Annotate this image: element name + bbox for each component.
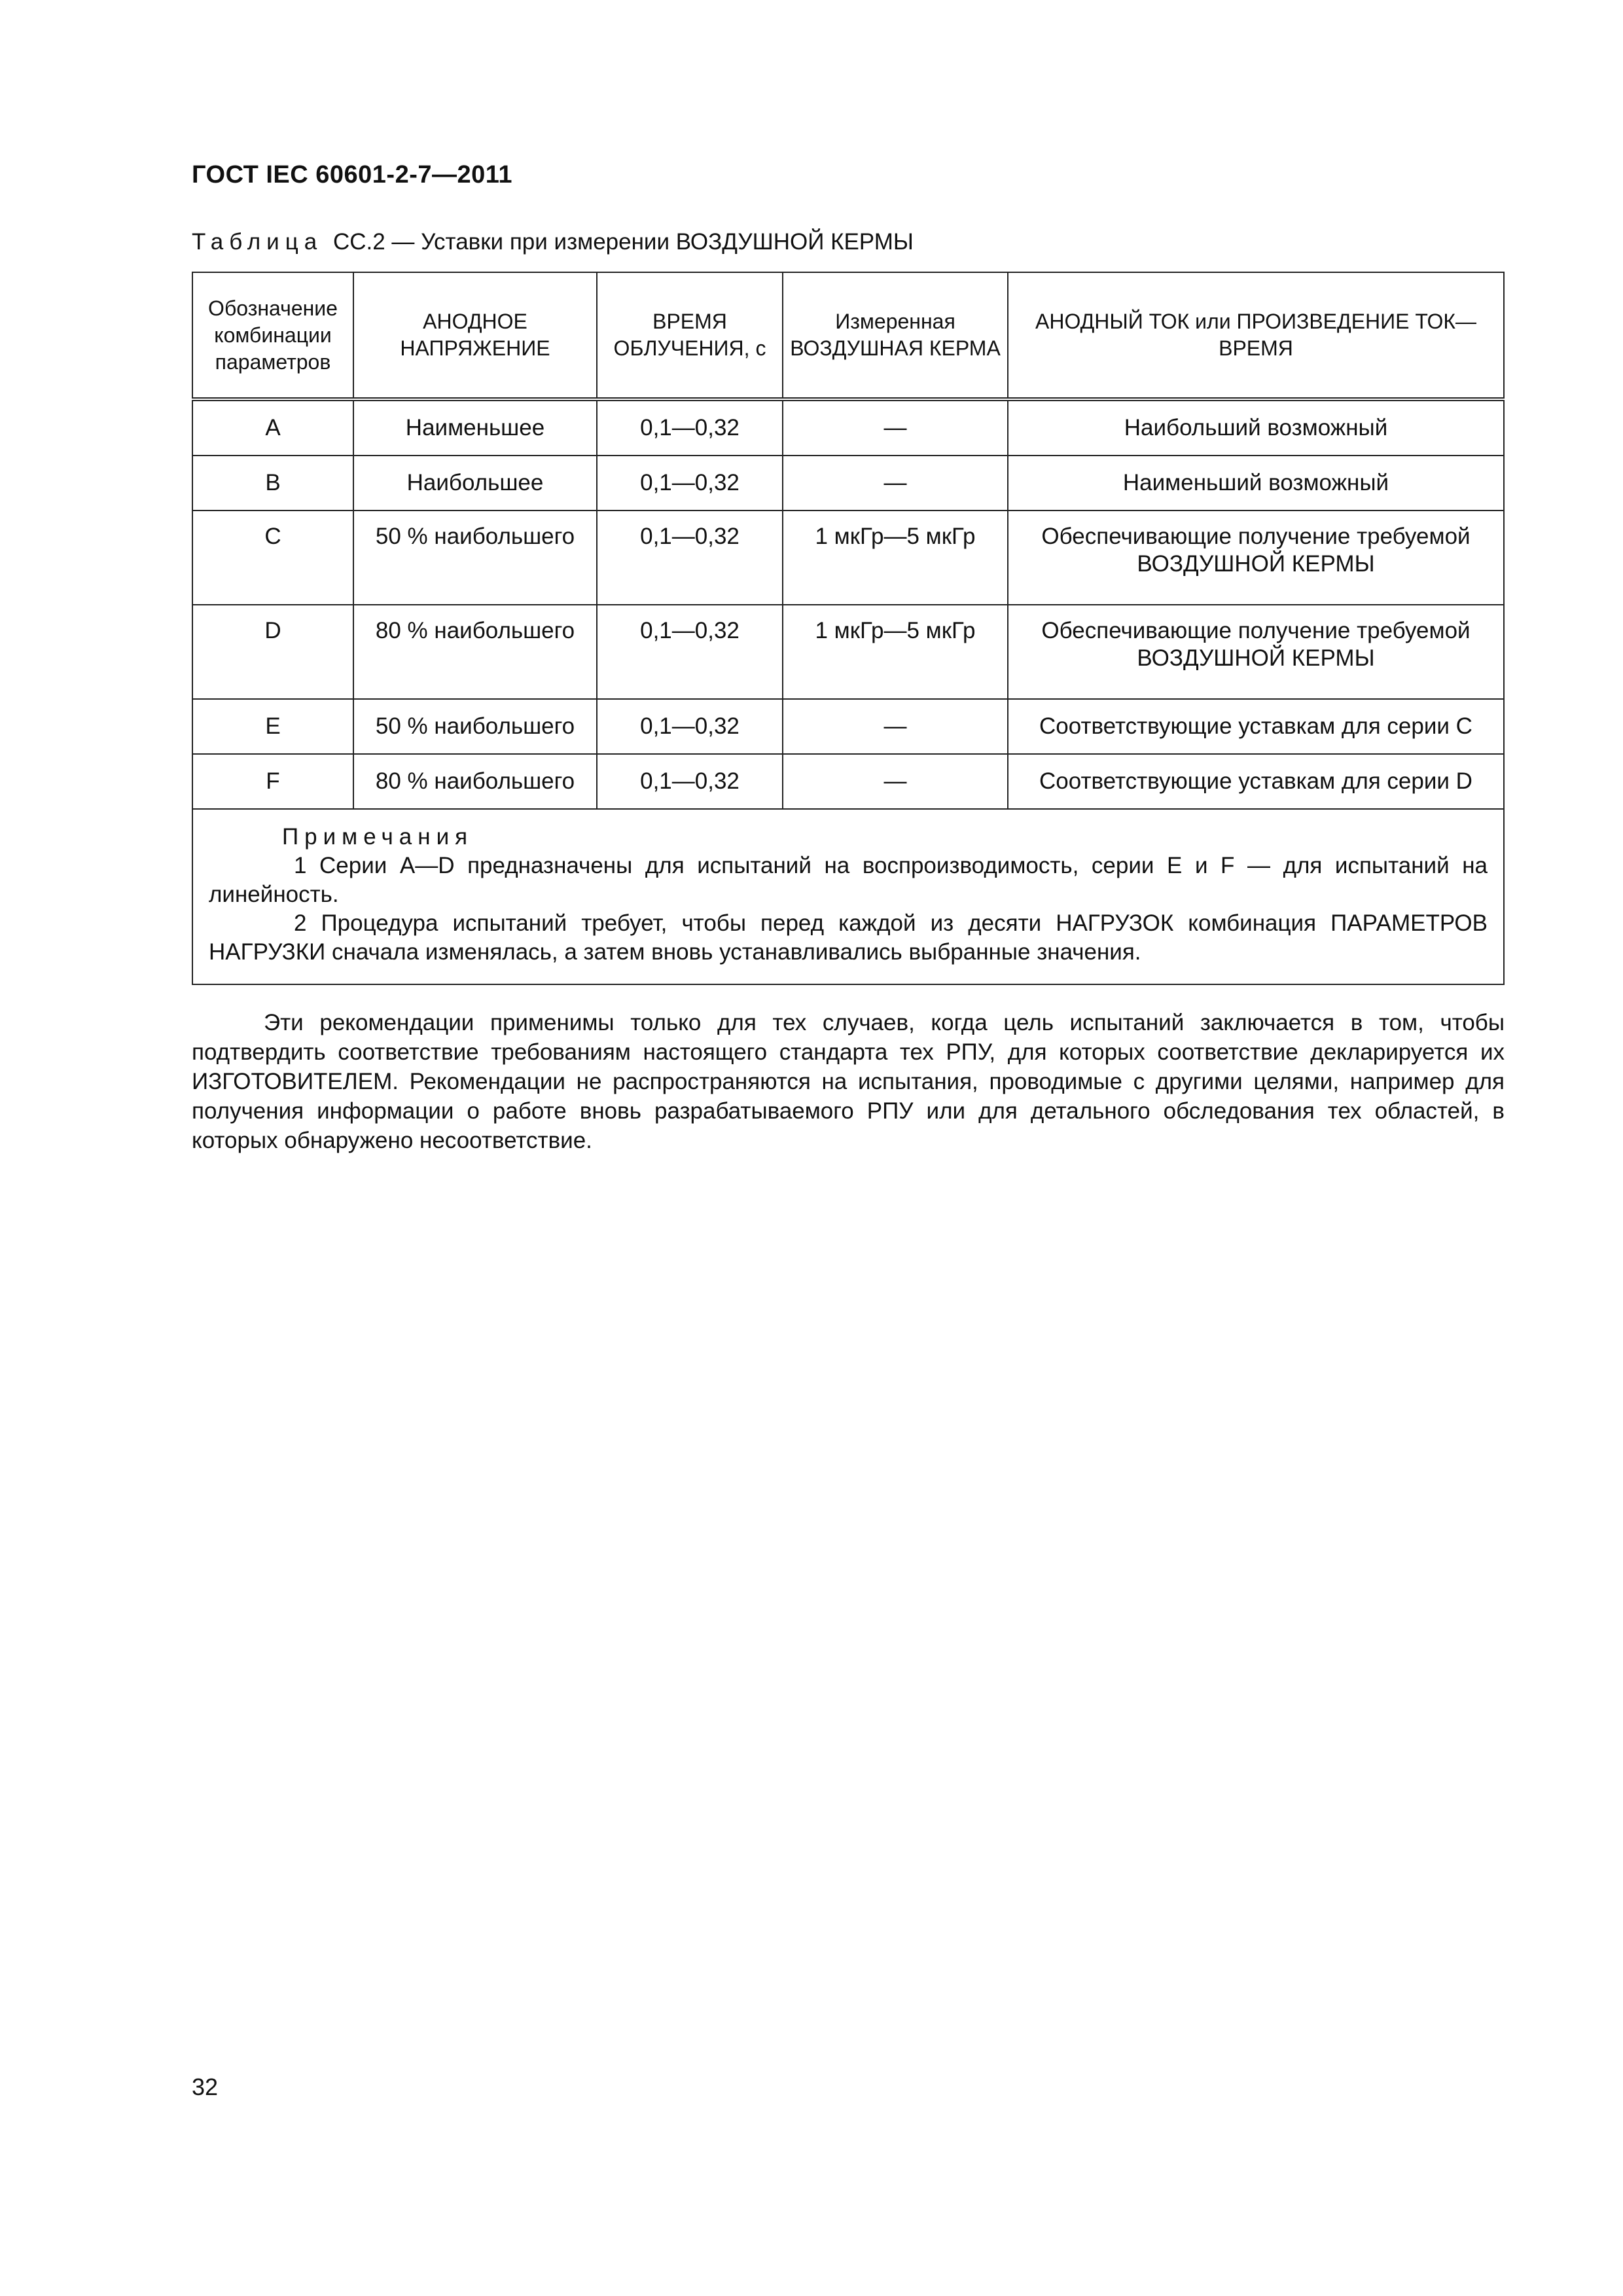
table-cell: —: [783, 456, 1008, 511]
table-cell: Соответствующие уставкам для серии D: [1008, 754, 1504, 809]
table-cell: —: [783, 699, 1008, 754]
table-cell: 0,1—0,32: [597, 456, 783, 511]
settings-table: [192, 272, 1505, 985]
body-paragraph: Эти рекомендации применимы только для тех случаев, когда цель испытаний заключается в том, чтобы подтвердить соответствие требованиям настоящего стандарта тех РПУ, для которых соответствие декларируется их ИЗГОТОВИТЕЛЕМ. Рекомендации не распространяются на испытания, проводимые с другими целями, например для получения информации о работе вновь разрабатываемого РПУ или для детального обследования тех областей, в которых обнаружено несоответствие.: [192, 1010, 1505, 1153]
table-cell: —: [783, 399, 1008, 456]
table-cell: 0,1—0,32: [597, 399, 783, 456]
table-cell: 50 % наибольшего: [353, 699, 597, 754]
table-row: [192, 605, 1504, 699]
table-cell: 50 % наибольшего: [353, 511, 597, 605]
table-cell: Наименьший возможный: [1008, 456, 1504, 511]
table-cell: Наибольший возможный: [1008, 399, 1504, 456]
table-cell: F: [192, 754, 353, 809]
table-caption-prefix: Таблица: [192, 229, 323, 255]
table-cell: 80 % наибольшего: [353, 605, 597, 699]
table-cell: Обеспечивающие получение требуемой ВОЗДУШНОЙ КЕРМЫ: [1008, 511, 1504, 605]
table-notes: [192, 809, 1504, 984]
table-cell: A: [192, 399, 353, 456]
column-header: Обозначение комбинации параметров: [192, 272, 353, 399]
column-header: ВРЕМЯ ОБЛУЧЕНИЯ, с: [597, 272, 783, 399]
table-row: [192, 456, 1504, 511]
column-header: Измеренная ВОЗДУШНАЯ КЕРМА: [783, 272, 1008, 399]
table-cell: Наибольшее: [353, 456, 597, 511]
table-cell: E: [192, 699, 353, 754]
table-row: [192, 699, 1504, 754]
table-cell: Обеспечивающие получение требуемой ВОЗДУШНОЙ КЕРМЫ: [1008, 605, 1504, 699]
table-notes-row: [192, 809, 1504, 984]
table-cell: C: [192, 511, 353, 605]
table-cell: 0,1—0,32: [597, 699, 783, 754]
note-item: 2 Процедура испытаний требует, чтобы перед каждой из десяти НАГРУЗОК комбинация ПАРАМЕТРОВ НАГРУЗКИ сначала изменялась, а затем вновь устанавливались выбранные значения.: [209, 910, 1488, 965]
document-header: ГОСТ IEC 60601-2-7—2011: [192, 161, 512, 188]
column-header: АНОДНЫЙ ТОК или ПРОИЗВЕДЕНИЕ ТОК—ВРЕМЯ: [1008, 272, 1504, 399]
table-caption: [192, 229, 914, 255]
table-cell: 80 % наибольшего: [353, 754, 597, 809]
table-cell: 1 мкГр—5 мкГр: [783, 511, 1008, 605]
column-header: АНОДНОЕ НАПРЯЖЕНИЕ: [353, 272, 597, 399]
table-cell: —: [783, 754, 1008, 809]
notes-title: Примечания: [282, 824, 474, 850]
table-cell: Наименьшее: [353, 399, 597, 456]
table-row: [192, 399, 1504, 456]
note-item: 1 Серии A—D предназначены для испытаний на воспроизводимость, серии E и F — для испытаний на линейность.: [209, 853, 1488, 907]
table-row: [192, 511, 1504, 605]
table-cell: 0,1—0,32: [597, 511, 783, 605]
table-cell: D: [192, 605, 353, 699]
table-cell: 0,1—0,32: [597, 605, 783, 699]
table-header-row: [192, 272, 1504, 399]
page-number: 32: [192, 2073, 219, 2100]
table-cell: B: [192, 456, 353, 511]
table-row: [192, 754, 1504, 809]
table-caption-text: СС.2 — Уставки при измерении ВОЗДУШНОЙ КЕРМЫ: [332, 229, 914, 255]
table-cell: 0,1—0,32: [597, 754, 783, 809]
table-cell: 1 мкГр—5 мкГр: [783, 605, 1008, 699]
table-cell: Соответствующие уставкам для серии С: [1008, 699, 1504, 754]
